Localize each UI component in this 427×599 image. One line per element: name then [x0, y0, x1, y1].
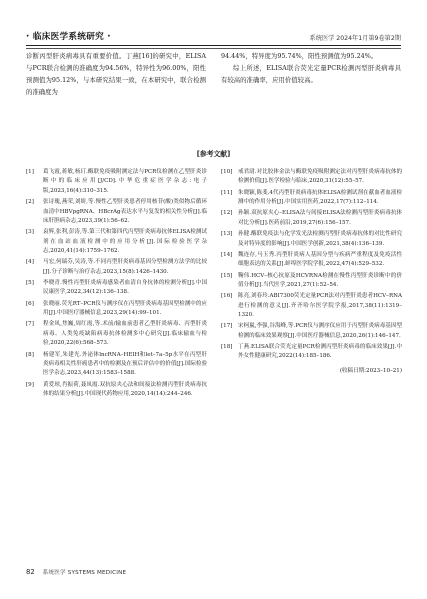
reference-number: [12] — [221, 210, 233, 217]
reference-item — [221, 168, 402, 187]
reference-number: [8] — [26, 351, 34, 358]
reference-text: 马宏,何瑞芬,吴涛,等.不同丙型肝炎病毒基因分型检测方法学的比较[J].分子诊断与治疗杂志,2023,15(8):1426–1430. — [43, 259, 207, 275]
reference-item — [26, 320, 207, 348]
reference-text: 陈亮,刘春玲.ABI7300荧光定量PCR法对丙型肝炎患者HCV–RNA进行检测的意义[J].齐齐哈尔医学院学报,2017,38(11):1319–1320. — [238, 293, 402, 319]
running-header — [26, 28, 401, 42]
reference-text: 孙健.酶联免疫法与化学发光法检测丙型肝炎病毒抗体的对比性研究及对特异度的影响[J].中国医学创新,2021,38(4):136–139. — [238, 231, 402, 247]
reference-number: [2] — [26, 199, 34, 206]
reference-text: 魏连存,马玉秀.丙型肝炎病人基因分型与疾病严重程度及免疫活性细胞表达的关系[J].蚌埠医学院学报,2022,47(4):529–532. — [238, 251, 402, 268]
reference-item — [26, 279, 207, 298]
reference-item — [26, 351, 207, 379]
reference-text: 孙颖.双抗原夹心–ELISA法与间接ELISA法检测丙型肝炎病毒抗体对比分析[J].医药前沿,2019,27(6):156–157. — [238, 210, 402, 226]
reference-item — [26, 300, 207, 319]
body-text-left-column — [26, 50, 206, 98]
reference-number: [14] — [221, 251, 233, 258]
reference-item — [221, 343, 402, 362]
reference-text: 戒君尉.对比胶体金法与酶联免疫吸附测定法对丙型肝炎病毒抗体的检测价值[J].医学检验与临床,2020,31(12):55–57. — [238, 169, 402, 185]
reference-number: [11] — [221, 189, 233, 196]
body-paragraph: 综上所述，ELISA联合荧光定量PCR检测丙型肝炎病毒具有较高的准确率，应用价值较高。 — [221, 64, 401, 85]
header-rule — [26, 45, 401, 46]
reference-number: [17] — [221, 323, 233, 330]
reference-item — [221, 292, 402, 320]
reference-number: [18] — [221, 344, 233, 351]
reference-number: [6] — [26, 300, 34, 307]
reference-text: 袁辉,张利,彭涛,等.第三代和第四代丙型肝炎病毒抗体ELISA检测试剂在血站血液检测中的应用分析[J].国际检验医学杂志,2020,41(14):1759–1762. — [43, 229, 207, 255]
references-heading: [参考文献] — [196, 150, 231, 158]
issue-info: 系统医学 2024年1月第9卷第2期 — [309, 35, 401, 42]
reference-item — [221, 322, 402, 341]
body-paragraph: 94.44%，特异度为95.74%，阳性预测值为95.24%。 — [221, 52, 378, 60]
reference-text: 李晓青.慢性丙型肝炎病毒感染者血清自身抗体的检测分析[J].中国民康医学,2022,34(12):136–138. — [43, 280, 207, 296]
reference-item — [221, 272, 402, 291]
reference-item — [26, 258, 207, 277]
reference-number: [10] — [221, 169, 233, 175]
section-title: · 临床医学系统研究 · — [26, 32, 111, 42]
references-left-column — [26, 168, 207, 401]
reference-item — [221, 209, 402, 228]
received-date: (收稿日期:2023–10–21) — [339, 367, 402, 374]
reference-number: [9] — [26, 381, 34, 388]
page-footer — [26, 568, 126, 576]
references-right-column — [221, 168, 402, 376]
reference-text: 葛飞霞,蒋敏,杨玎.酶联免疫吸附测定法与PCR仪检测在乙型肝炎诊断中的临床应用[J/CD].中华危重症医学杂志:电子版,2023,16(4):310–315. — [43, 169, 207, 194]
reference-item — [26, 198, 207, 226]
footer-journal-name: 系统医学 SYSTEMS MEDICINE — [42, 570, 127, 576]
reference-text: 黄爱琼,肖振荷,聂凤霞.双抗原夹心法和间接法检测丙型肝炎病毒抗体的结果分析[J].中国现代药物应用,2020,14(14):244–246. — [43, 381, 207, 398]
reference-item — [221, 230, 402, 249]
reference-text: 张诗瑰,燕荣,刘娇,等.慢性乙型肝炎患者停用核苷(酸)类似物后循环血清中HBVpgRNA、HBcrAg表达水平与复发的相关性分析[J].临床肝胆病杂志,2023,39(1):56–62. — [43, 199, 207, 224]
reference-number: [15] — [221, 272, 233, 279]
reference-number: [7] — [26, 321, 34, 328]
reference-item — [26, 228, 207, 256]
reference-item — [26, 168, 207, 196]
reference-text: 杨建军,朱建光.外泌体lncRNA–HEIH和let–7a–5p水平在丙型肝炎病毒相关性肝癌患者中的检测及在预后评估中的价值[J].国际检验医学杂志,2023,44(13):1583–1588. — [43, 351, 207, 377]
reference-number: [5] — [26, 280, 34, 287]
reference-text: 朱晓颖,陈斐.4代丙型肝炎病毒抗体ELISA检测试剂在献血者血液检测中的作用分析[J].中国实用医药,2022,17(7):112–114. — [238, 189, 402, 206]
reference-text: 鞠伟.HCV–核心抗原及HCVRNA检测在慢性丙型肝炎诊断中的价值分析[J].当代医学,2021,27(1):52–54. — [238, 272, 402, 288]
reference-text: 宋柯嵐,李强,谷海峰,等.PCR仪与测序仪应用于丙型肝炎病毒基因型检测的临床效果观察[J].中国医疗器械信息,2020,26(1):146–147. — [238, 323, 402, 339]
reference-item — [221, 189, 402, 208]
reference-number: [13] — [221, 231, 233, 238]
body-paragraph: 诊断丙型肝炎病毒具有重要价值。丁燕[16]的研究中，ELISA与PCR联合检测的准确度为94.56%，特异性为96.00%，阳性预测值为95.12%，与本研究结果一致，在本研究中，联合检测的准确度为 — [26, 52, 206, 97]
reference-item — [221, 251, 402, 270]
reference-number: [4] — [26, 259, 34, 266]
reference-text: 丁燕.ELISA联合荧光定量PCR检测丙型肝炎病毒的临床效果[J].中外女性健康研究,2022(14):185–186. — [238, 344, 402, 360]
body-text-right-column — [221, 50, 401, 86]
reference-text: 张晓丽.荧光RT–PCR仪与测序仪在丙型肝炎病毒基因型检测中的应用[J].中国医疗器械信息,2023,29(14):99–101. — [43, 300, 207, 317]
reference-number: [16] — [221, 293, 233, 300]
page-number: 82 — [26, 568, 35, 576]
reference-number: [3] — [26, 229, 34, 236]
reference-item — [26, 381, 207, 400]
reference-number: [1] — [26, 169, 34, 175]
reference-text: 程金凤,焦巍,周红霞,等.术前/输血前患者乙型肝炎病毒、丙型肝炎病毒、人类免疫缺陷病毒抗体检测多中心研究[J].临床输血与检验,2020,22(6):568–573. — [43, 321, 207, 347]
header-rule-thin — [26, 48, 401, 49]
